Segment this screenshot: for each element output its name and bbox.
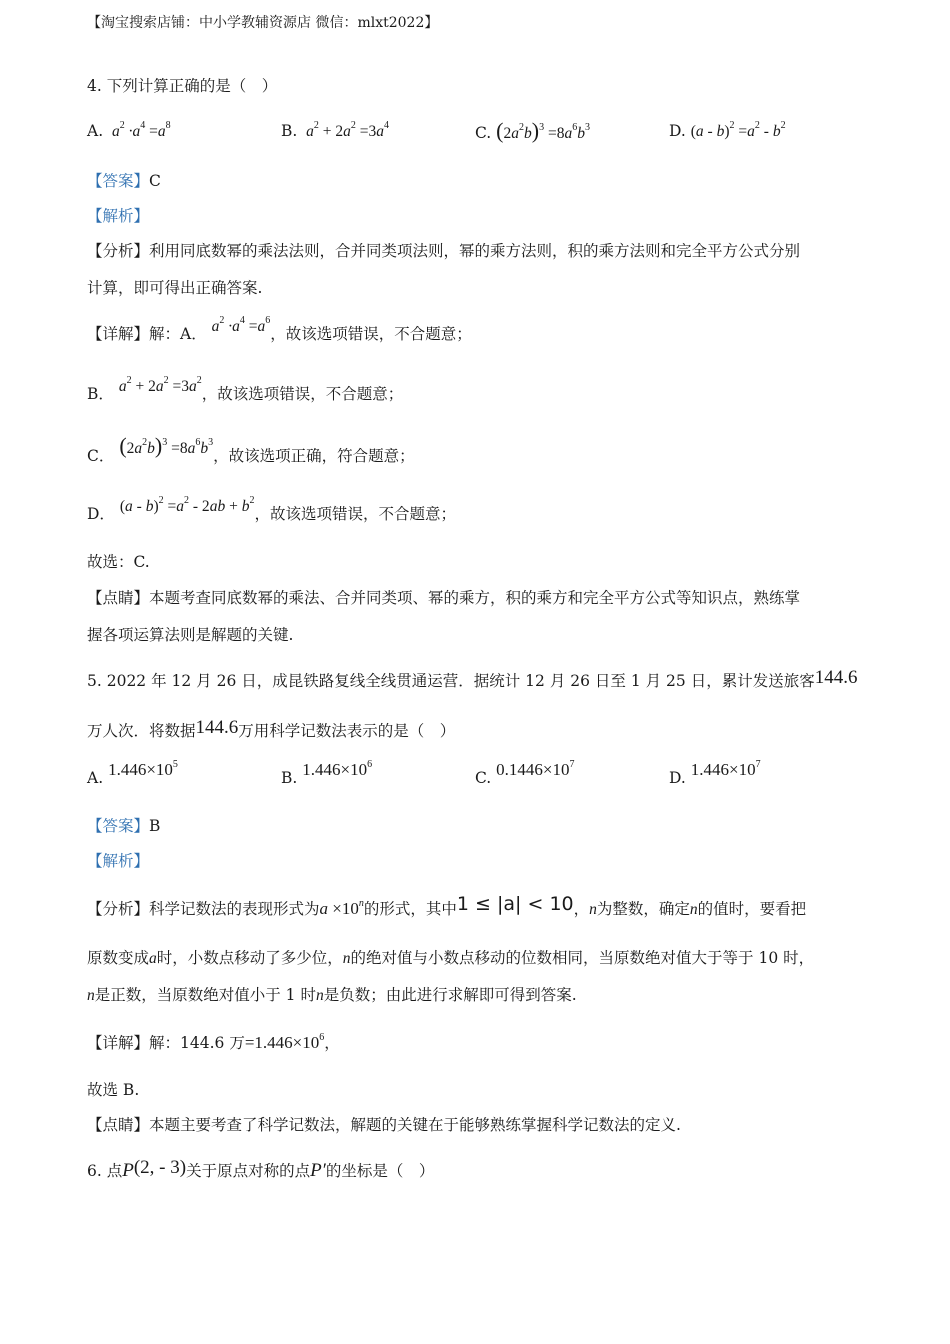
q4-analysis-tag: 【解析】 [87, 207, 150, 225]
answer-value: C [149, 172, 161, 190]
dianjing-tag: 【点睛】 [87, 589, 150, 607]
q4-option-b: B. $a^2 + 2a^2 =3a^4$ [281, 120, 390, 140]
q5-answer [87, 815, 160, 837]
q4-detail-a: 【详解】解：A． $a^2 \cdot a^4 =a^6$，故该选项错误，不合题意； [87, 315, 472, 343]
q5-fenxi-line1: 【分析】科学记数法的表现形式为$a \times 10^n$的形式，其中1 ≤ |a| < 10，n为整数，确定n的值时，要看把 [87, 893, 807, 918]
q5-conclusion: 故选 B. [87, 1081, 140, 1099]
source-header: 【淘宝搜索店铺：中小学教辅资源店 微信：mlxt2022】 [87, 15, 439, 31]
q5-stem-line1: 5. 2022 年 12 月 26 日，成昆铁路复线全线贯通运营．据统计 12 月 26 日至 1 月 25 日，累计发送旅客144.6 [87, 667, 858, 690]
q4-option-d: D. $(a - b)^2 =a^2 - b^2$ [669, 120, 786, 140]
q5-detail: 【详解】解：144.6 万$=1.446\times 10^6$， [87, 1032, 340, 1052]
fenxi-tag: 【分析】 [87, 900, 150, 918]
q5-option-d: D. $1.446\times 10^7$ [669, 759, 761, 787]
q5-dianjing: 【点睛】本题主要考查了科学记数法，解题的关键在于能够熟练掌握科学记数法的定义. [87, 1116, 681, 1134]
answer-tag: 【答案】 [87, 817, 150, 835]
q6-stem: 6. 点P(2, - 3)关于原点对称的点P′的坐标是（ ） [87, 1157, 435, 1181]
detail-tag: 【详解】 [87, 1034, 150, 1052]
q5-fenxi-line3: n是正数，当原数绝对值小于 1 时n是负数；由此进行求解即可得到答案. [87, 986, 577, 1004]
q5-stem-line2: 万人次．将数据144.6万用科学记数法表示的是（ ） [87, 717, 456, 740]
q5-option-c: C. $0.1446\times 10^7$ [475, 759, 575, 787]
q4-option-a: A. $a^2 \cdot a^4 =a^8$ [87, 120, 171, 140]
q5-fenxi-line2: 原数变成a时，小数点移动了多少位，n的绝对值与小数点移动的位数相同，当原数绝对值大于等于 10 时， [87, 949, 815, 967]
q5-option-a: A. $1.446\times 10^5$ [87, 759, 178, 787]
q4-detail-c: C． $(2a^2b)^3 =8a^6b^3$，故该选项正确，符合题意； [87, 433, 415, 465]
q4-detail-d: D． $(a - b)^2 =a^2 - 2ab + b^2$，故该选项错误，不合题意； [87, 495, 456, 523]
q4-dianjing-line2: 握各项运算法则是解题的关键. [87, 626, 294, 644]
q4-fenxi-line2: 计算，即可得出正确答案. [87, 279, 263, 297]
q5-analysis-tag: 【解析】 [87, 852, 150, 870]
q4-dianjing-line1: 【点睛】本题考查同底数幂的乘法、合并同类项、幂的乘方，积的乘方和完全平方公式等知识点，熟练掌 [87, 589, 801, 607]
detail-tag: 【详解】 [87, 325, 150, 343]
q4-answer [87, 170, 161, 192]
option-label: B. [281, 122, 298, 140]
fenxi-tag: 【分析】 [87, 242, 150, 260]
q4-stem: 4. 下列计算正确的是（ ） [87, 77, 278, 95]
q4-option-c: C. $(2a^2b)^3 =8a^6b^3$ [475, 118, 590, 143]
q4-detail-b: B． $a^2 + 2a^2 =3a^2$，故该选项错误，不合题意； [87, 375, 404, 403]
answer-tag: 【答案】 [87, 172, 150, 190]
dianjing-tag: 【点睛】 [87, 1116, 150, 1134]
q4-conclusion: 故选：C. [87, 553, 150, 571]
answer-value: B [149, 817, 161, 835]
option-label: A. [87, 122, 104, 140]
option-label: D. [669, 122, 686, 140]
option-label: C. [475, 124, 492, 142]
q5-option-b: B. $1.446\times 10^6$ [281, 759, 373, 787]
q4-fenxi-line1: 【分析】利用同底数幂的乘法法则，合并同类项法则，幂的乘方法则，积的乘方法则和完全平方公式分别 [87, 242, 801, 260]
